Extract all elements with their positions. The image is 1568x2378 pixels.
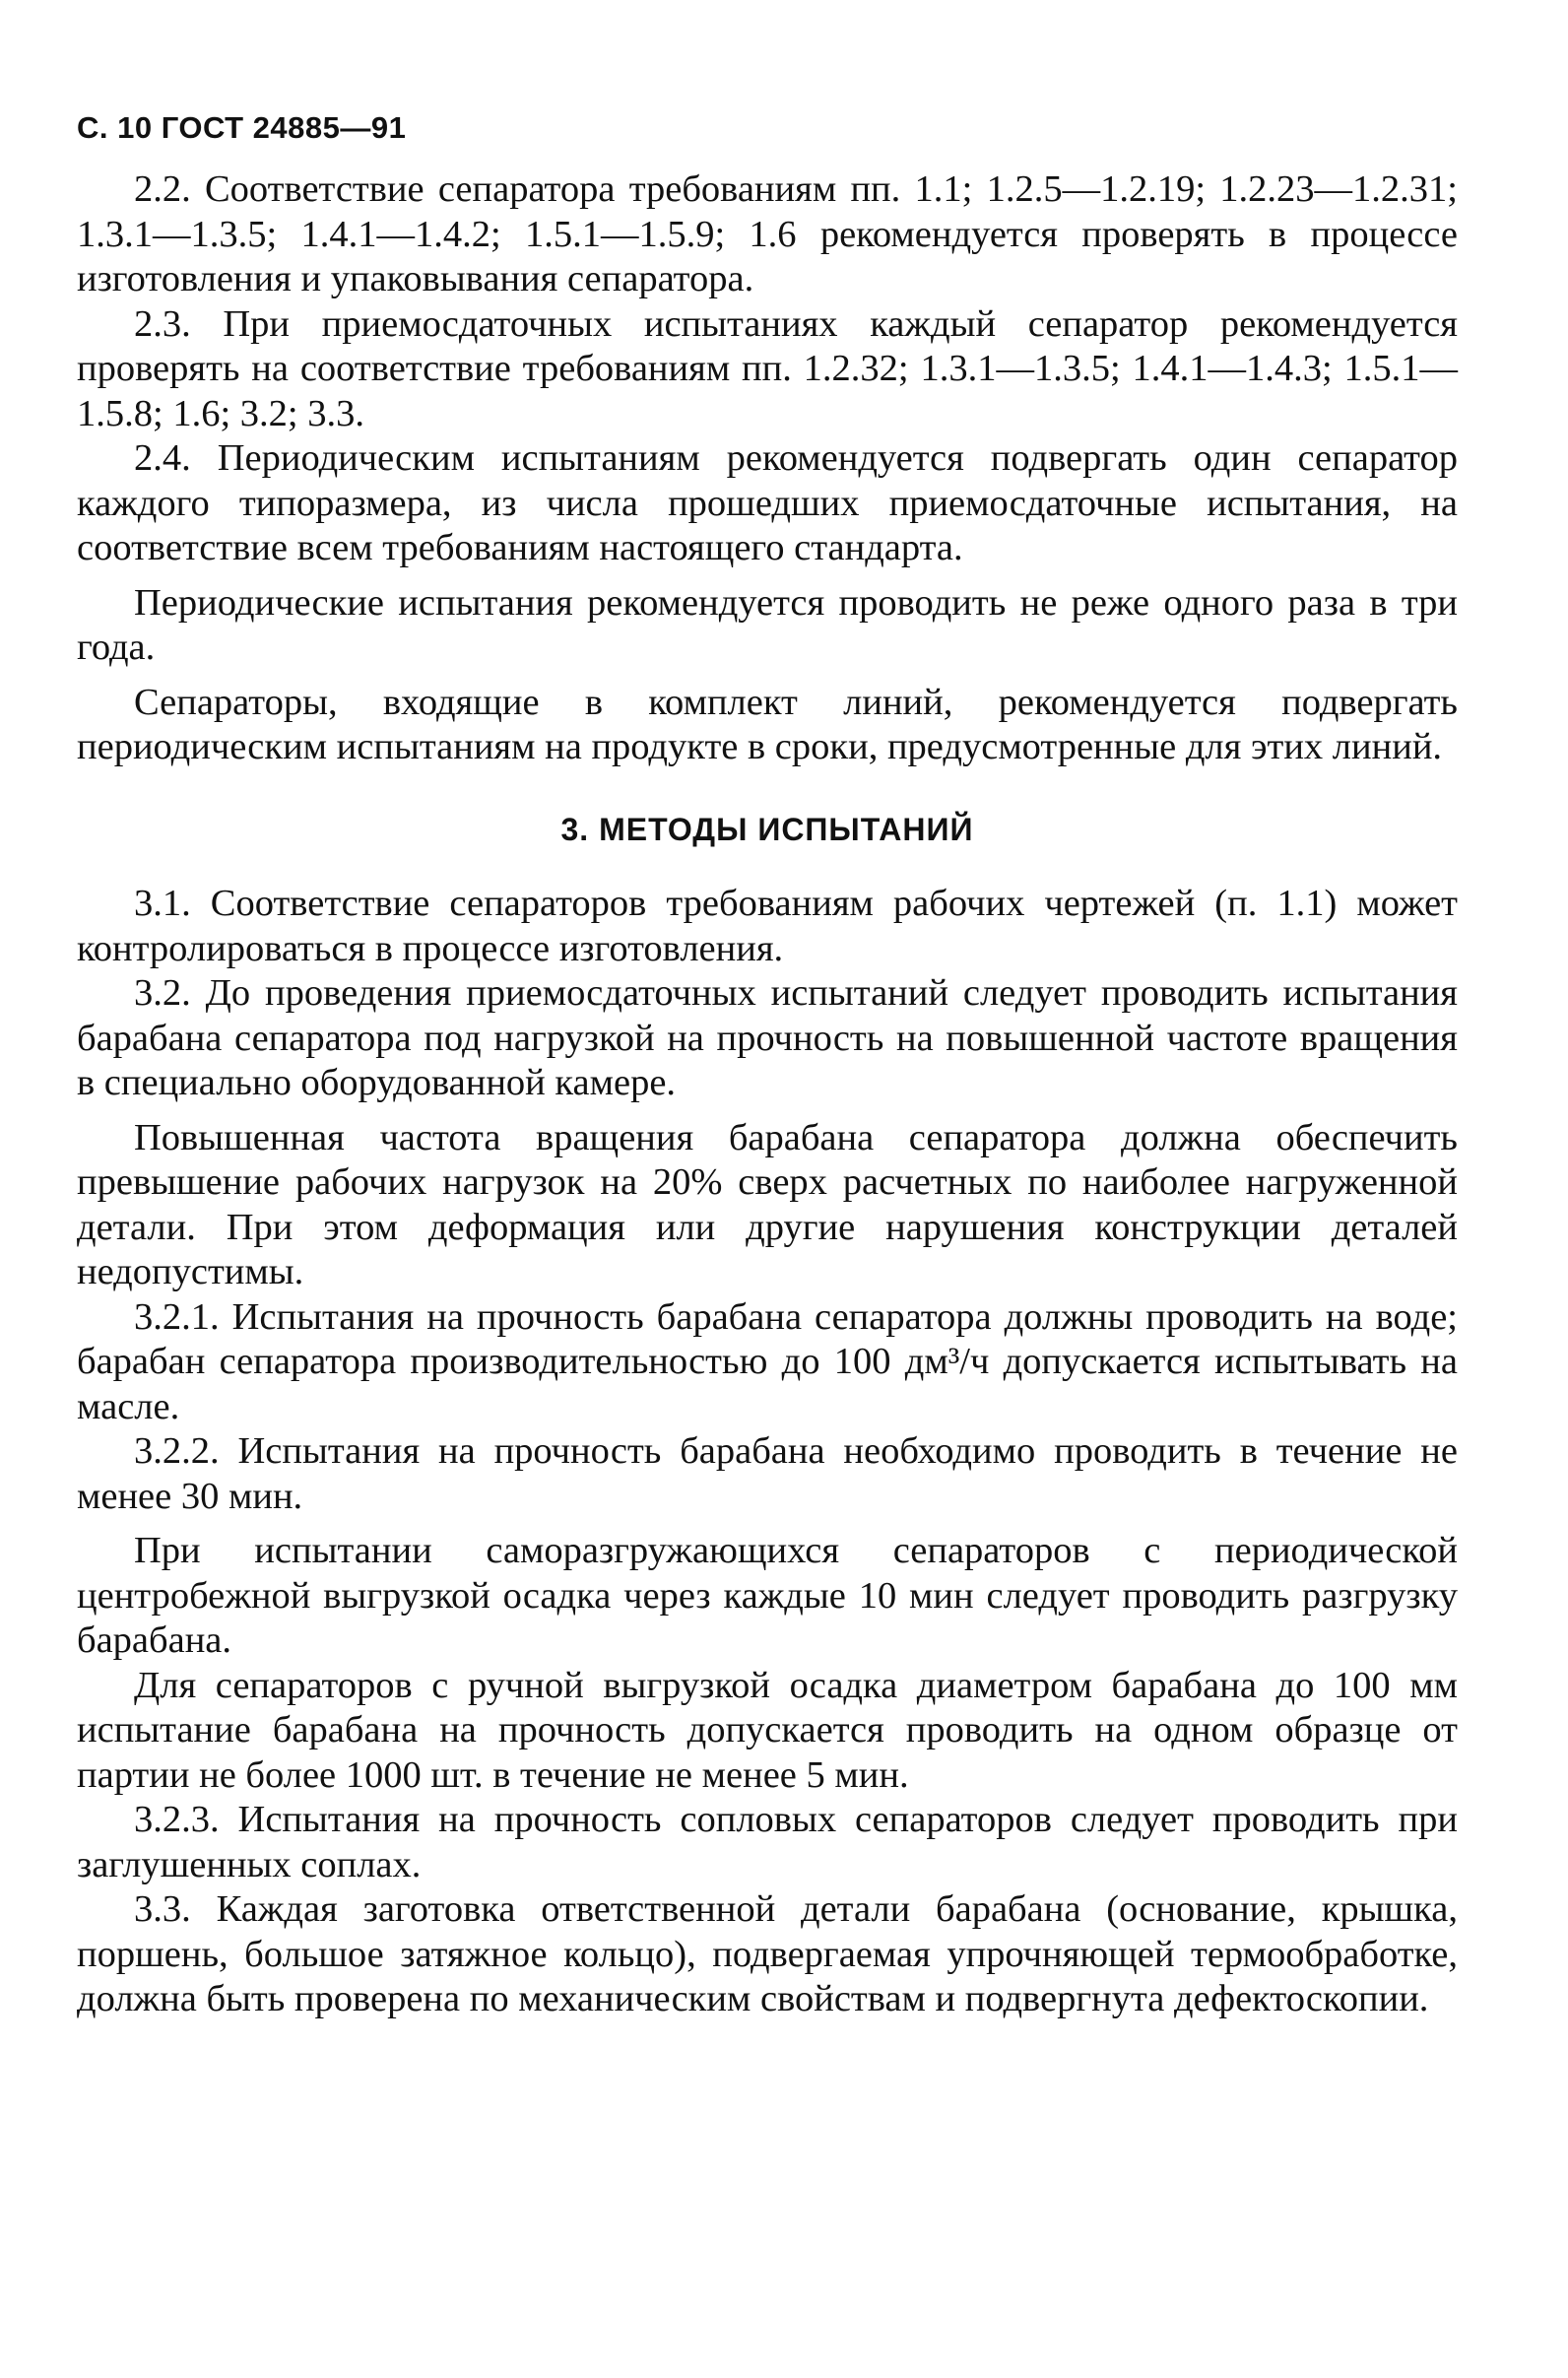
paragraph-manual-unloading: Для сепараторов с ручной выгрузкой осадка диаметром барабана до 100 мм испытание барабана на прочность допускается проводить на одном образце от партии не более 1000 шт. в течение не менее 5 мин. [77, 1664, 1458, 1796]
paragraph-2-2: 2.2. Соответствие сепаратора требованиям пп. 1.1; 1.2.5—1.2.19; 1.2.23—1.2.31; 1.3.1—1.3.5; 1.4.1—1.4.2; 1.5.1—1.5.9; 1.6 рекомендуется проверять в процессе изготовления и упаковывания сепаратора. [77, 168, 1458, 299]
paragraph-separators-lines: Сепараторы, входящие в комплект линий, рекомендуется подвергать периодическим испытаниям на продукте в сроки, предусмотренные для этих линий. [77, 681, 1458, 767]
paragraph-2-3: 2.3. При приемосдаточных испытаниях каждый сепаратор рекомендуется проверять на соответствие требованиям пп. 1.2.32; 1.3.1—1.3.5; 1.4.1—1.4.3; 1.5.1—1.5.8; 1.6; 3.2; 3.3. [77, 302, 1458, 434]
paragraph-3-3: 3.3. Каждая заготовка ответственной детали барабана (основание, крышка, поршень, большое затяжное кольцо), подвергаемая упрочняющей термообработке, должна быть проверена по механическим свойствам и подвергнута дефектоскопии. [77, 1888, 1458, 2019]
paragraph-rotation-speed: Повышенная частота вращения барабана сепаратора должна обеспечить превышение рабочих нагрузок на 20% сверх расчетных по наиболее нагруженной детали. При этом деформация или другие нарушения конструкции деталей недопустимы. [77, 1116, 1458, 1292]
paragraph-2-4: 2.4. Периодическим испытаниям рекомендуется подвергать один сепаратор каждого типоразмера, из числа прошедших приемосдаточные испытания, на соответствие всем требованиям настоящего стандарта. [77, 437, 1458, 568]
section-title: 3. МЕТОДЫ ИСПЫТАНИЙ [560, 811, 974, 847]
paragraph-3-2: 3.2. До проведения приемосдаточных испытаний следует проводить испытания барабана сепаратора под нагрузкой на прочность на повышенной частоте вращения в специально оборудованной камере. [77, 972, 1458, 1103]
page-header: С. 10 ГОСТ 24885—91 [77, 110, 407, 145]
paragraph-3-1: 3.1. Соответствие сепараторов требованиям рабочих чертежей (п. 1.1) может контролироваться в процессе изготовления. [77, 883, 1458, 969]
paragraph-self-unloading: При испытании саморазгружающихся сепараторов с периодической центробежной выгрузкой осадка через каждые 10 мин следует проводить разгрузку барабана. [77, 1530, 1458, 1661]
paragraph-3-2-1: 3.2.1. Испытания на прочность барабана сепаратора должны проводить на воде; барабан сепаратора производительностью до 100 дм³/ч допускается испытывать на масле. [77, 1295, 1458, 1427]
paragraph-3-2-3: 3.2.3. Испытания на прочность сопловых сепараторов следует проводить при заглушенных соплах. [77, 1799, 1458, 1885]
paragraph-3-2-2: 3.2.2. Испытания на прочность барабана необходимо проводить в течение не менее 30 мин. [77, 1430, 1458, 1517]
paragraph-periodic-tests: Периодические испытания рекомендуется проводить не реже одного раза в три года. [77, 581, 1458, 668]
document-body [77, 167, 1458, 2022]
